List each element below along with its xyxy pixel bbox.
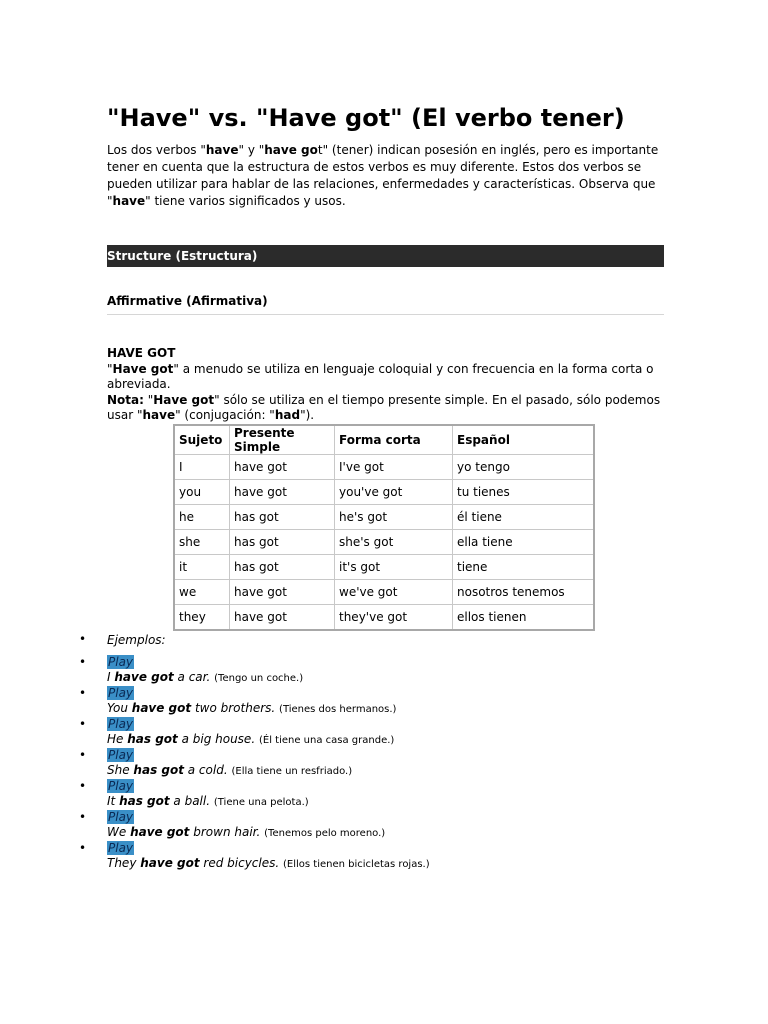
table-cell: tu tienes xyxy=(453,480,595,505)
text: "). xyxy=(300,408,315,422)
have-got-block xyxy=(107,346,664,424)
page-title: "Have" vs. "Have got" (El verbo tener) xyxy=(107,104,625,132)
table-cell: has got xyxy=(230,505,335,530)
bold-text: has got xyxy=(133,763,184,777)
column-header-sujeto: Sujeto xyxy=(174,425,230,455)
table-row xyxy=(174,605,594,631)
text: You xyxy=(107,701,132,715)
text: " (conjugación: " xyxy=(175,408,275,422)
text: a ball. xyxy=(169,794,211,808)
table-header-row xyxy=(174,425,594,455)
table-cell: yo tengo xyxy=(453,455,595,480)
play-button[interactable]: Play xyxy=(108,841,134,855)
example-item xyxy=(79,841,430,872)
text: She xyxy=(107,763,134,777)
bold-text: Have got xyxy=(153,392,215,407)
text: It xyxy=(107,794,120,808)
examples-label: • Ejemplos: xyxy=(107,633,166,647)
table-cell: I xyxy=(174,455,230,480)
text: red bicycles. xyxy=(199,856,280,870)
example-translation: (Tenemos pelo moreno.) xyxy=(264,828,386,839)
example-translation: (Ellos tienen bicicletas rojas.) xyxy=(283,859,430,870)
column-header-espanol: Español xyxy=(453,425,595,455)
intro-text: " y " xyxy=(238,143,265,157)
table-cell: tiene xyxy=(453,555,595,580)
example-sentence xyxy=(107,700,430,718)
table-row xyxy=(174,455,594,480)
intro-bold-have: have xyxy=(205,143,239,157)
play-button[interactable]: Play xyxy=(108,810,134,824)
example-sentence xyxy=(107,855,430,873)
table-cell: it xyxy=(174,555,230,580)
table-cell: he's got xyxy=(335,505,453,530)
intro-text: Los dos verbos " xyxy=(107,143,206,157)
example-item xyxy=(79,810,430,841)
table-cell: have got xyxy=(230,580,335,605)
text: He xyxy=(107,732,128,746)
section-header-bar xyxy=(107,245,664,267)
bold-text: has got xyxy=(127,732,178,746)
table-row xyxy=(174,555,594,580)
table-cell: it's got xyxy=(335,555,453,580)
table-cell: have got xyxy=(230,455,335,480)
example-translation: (Tengo un coche.) xyxy=(214,673,304,684)
column-header-presente-simple: Presente Simple xyxy=(230,425,335,455)
table-row xyxy=(174,505,594,530)
table-cell: I've got xyxy=(335,455,453,480)
text: a cold. xyxy=(183,763,228,777)
text: two brothers. xyxy=(191,701,276,715)
bold-text: have got xyxy=(131,701,192,715)
table-cell: you've got xyxy=(335,480,453,505)
column-header-forma-corta: Forma corta xyxy=(335,425,453,455)
examples-list xyxy=(79,632,430,872)
note-label: Nota: xyxy=(107,392,144,407)
have-got-heading-text: HAVE GOT xyxy=(107,346,176,360)
bold-text: Have got xyxy=(112,361,174,376)
intro-bold-have-got: have go xyxy=(264,143,318,157)
example-translation: (Tiene una pelota.) xyxy=(213,797,309,808)
table-cell: they xyxy=(174,605,230,631)
table-cell: has got xyxy=(230,530,335,555)
bold-text: had xyxy=(274,408,301,422)
text: " xyxy=(143,392,154,407)
section-header-label: Structure (Estructura) xyxy=(107,249,258,263)
example-item xyxy=(79,779,430,810)
conjugation-table xyxy=(173,424,595,631)
table-cell: has got xyxy=(230,555,335,580)
table-cell: he xyxy=(174,505,230,530)
table-cell: we xyxy=(174,580,230,605)
text: a big house. xyxy=(177,732,256,746)
example-sentence xyxy=(107,824,430,842)
play-button[interactable]: Play xyxy=(108,717,134,731)
example-item xyxy=(79,655,430,686)
text: I xyxy=(107,670,115,684)
example-translation: (Ella tiene un resfriado.) xyxy=(231,766,353,777)
text: " a menudo se utiliza en lenguaje coloquial y con frecuencia en la forma corta o abreviada. xyxy=(107,361,654,391)
table-cell: ellos tienen xyxy=(453,605,595,631)
table-row xyxy=(174,580,594,605)
bold-text: has got xyxy=(119,794,170,808)
example-sentence xyxy=(107,731,430,749)
play-button[interactable]: Play xyxy=(108,655,134,669)
table-row xyxy=(174,480,594,505)
have-got-heading xyxy=(107,346,664,362)
example-item xyxy=(79,686,430,717)
table-cell: ella tiene xyxy=(453,530,595,555)
intro-text: t" (tener) indican posesión en inglés, pero es importante tener en cuenta que la estructura de estos verbos es muy diferente. Estos dos verbos se pueden utilizar para hablar de las relaciones, enfermedades y características. Observa que " xyxy=(107,143,659,208)
table-cell: she's got xyxy=(335,530,453,555)
text: They xyxy=(107,856,141,870)
list-item xyxy=(79,632,430,649)
table-row xyxy=(174,530,594,555)
table-cell: have got xyxy=(230,480,335,505)
intro-text: " tiene varios significados y usos. xyxy=(145,194,346,208)
example-sentence xyxy=(107,669,430,687)
play-button[interactable]: Play xyxy=(108,779,134,793)
table-cell: you xyxy=(174,480,230,505)
table-cell: she xyxy=(174,530,230,555)
text: brown hair. xyxy=(189,825,261,839)
text: We xyxy=(107,825,131,839)
table-cell: they've got xyxy=(335,605,453,631)
intro-bold-have: have xyxy=(112,194,146,208)
have-got-note xyxy=(107,393,664,424)
table-cell: nosotros tenemos xyxy=(453,580,595,605)
table-cell: have got xyxy=(230,605,335,631)
example-item xyxy=(79,717,430,748)
example-item xyxy=(79,748,430,779)
intro-paragraph xyxy=(107,142,664,210)
bold-text: have got xyxy=(140,856,200,870)
example-sentence xyxy=(107,762,430,780)
bold-text: have got xyxy=(130,825,190,839)
have-got-paragraph-1 xyxy=(107,362,664,393)
subheading-affirmative: Affirmative (Afirmativa) xyxy=(107,294,664,315)
play-button[interactable]: Play xyxy=(108,748,134,762)
text: " xyxy=(107,361,113,376)
example-translation: (Él tiene una casa grande.) xyxy=(258,735,395,746)
example-sentence xyxy=(107,793,430,811)
play-button[interactable]: Play xyxy=(108,686,134,700)
bold-text: have xyxy=(142,408,176,422)
text: " sólo se utiliza en el tiempo presente simple. En el pasado, sólo podemos usar " xyxy=(107,392,661,422)
example-translation: (Tienes dos hermanos.) xyxy=(279,704,397,715)
table-cell: él tiene xyxy=(453,505,595,530)
table-cell: we've got xyxy=(335,580,453,605)
text: a car. xyxy=(173,670,211,684)
bold-text: have got xyxy=(114,670,174,684)
